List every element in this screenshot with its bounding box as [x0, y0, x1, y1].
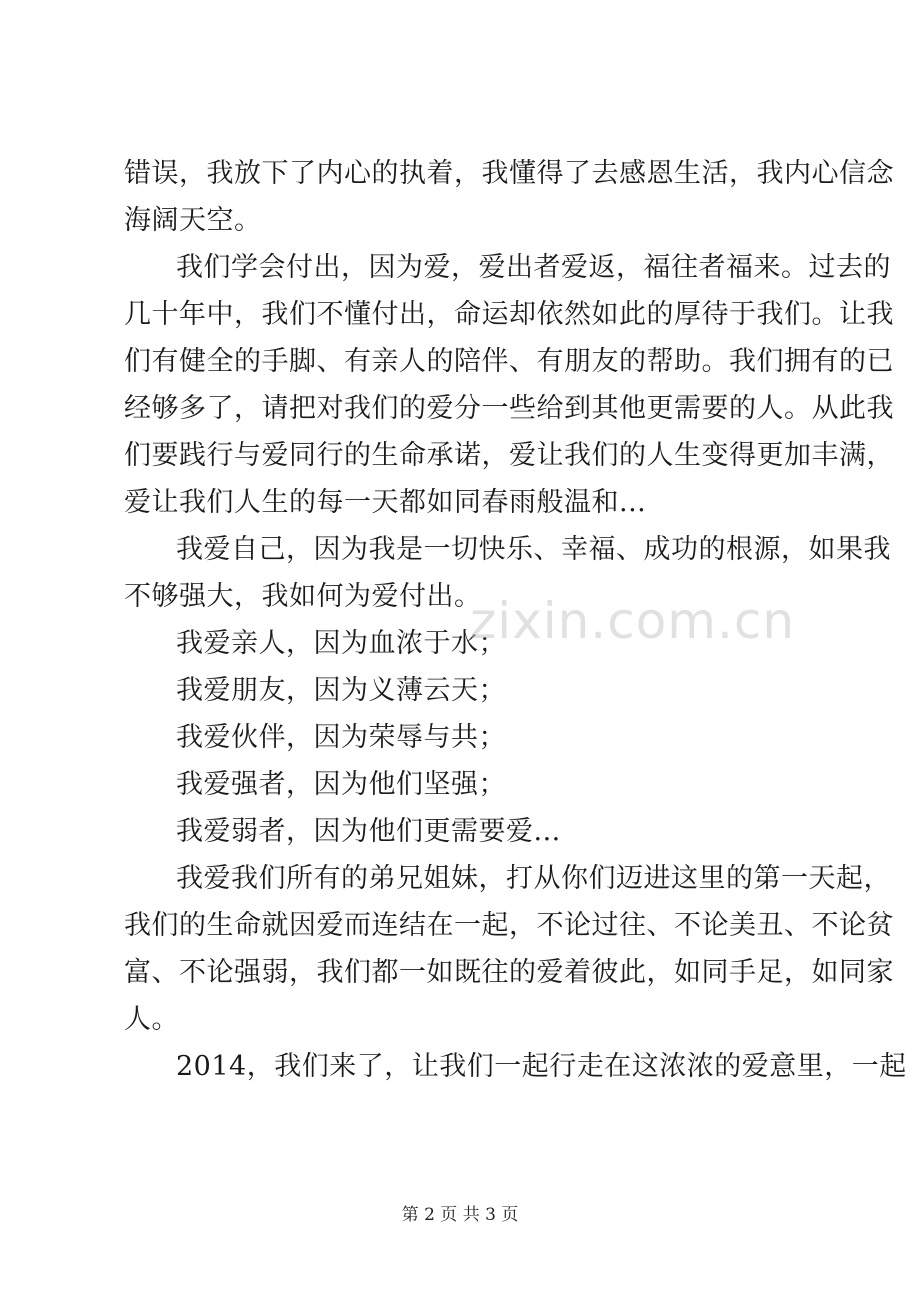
text-line: 我爱亲人，因为血浓于水；	[176, 628, 506, 659]
text-line: 不够强大，我如何为爱付出。	[124, 581, 482, 612]
text-line: 们要践行与爱同行的生命承诺，爱让我们的人生变得更加丰满，	[124, 440, 894, 471]
text-line: 们有健全的手脚、有亲人的陪伴、有朋友的帮助。我们拥有的已	[124, 346, 894, 377]
text-line: 我们学会付出，因为爱，爱出者爱返，福往者福来。过去的	[176, 252, 891, 283]
text-line: 2014，我们来了，让我们一起行走在这浓浓的爱意里，一起	[176, 1051, 907, 1082]
text-line: 经够多了，请把对我们的爱分一些给到其他更需要的人。从此我	[124, 393, 894, 424]
text-line: 我爱我们所有的弟兄姐妹，打从你们迈进这里的第一天起，	[176, 863, 891, 894]
text-line: 我爱弱者，因为他们更需要爱...	[176, 816, 561, 847]
watermark: zixin.com.cn	[470, 592, 796, 650]
text-line: 我爱自己，因为我是一切快乐、幸福、成功的根源，如果我	[176, 534, 891, 565]
page-footer: 第 2 页 共 3 页	[401, 1205, 519, 1225]
text-line: 我爱强者，因为他们坚强；	[176, 769, 506, 800]
text-line: 几十年中，我们不懂付出，命运却依然如此的厚待于我们。让我	[124, 299, 894, 330]
text-line: 我爱伙伴，因为荣辱与共；	[176, 722, 506, 753]
text-line: 我们的生命就因爱而连结在一起，不论过往、不论美丑、不论贫	[124, 910, 894, 941]
text-line: 错误，我放下了内心的执着，我懂得了去感恩生活，我内心信念	[124, 158, 894, 189]
text-line: 人。	[124, 1004, 179, 1035]
text-line: 我爱朋友，因为义薄云天；	[176, 675, 506, 706]
text-line: 海阔天空。	[124, 205, 262, 236]
text-line: 富、不论强弱，我们都一如既往的爱着彼此，如同手足，如同家	[124, 957, 894, 988]
text-line: 爱让我们人生的每一天都如同春雨般温和...	[124, 487, 647, 518]
